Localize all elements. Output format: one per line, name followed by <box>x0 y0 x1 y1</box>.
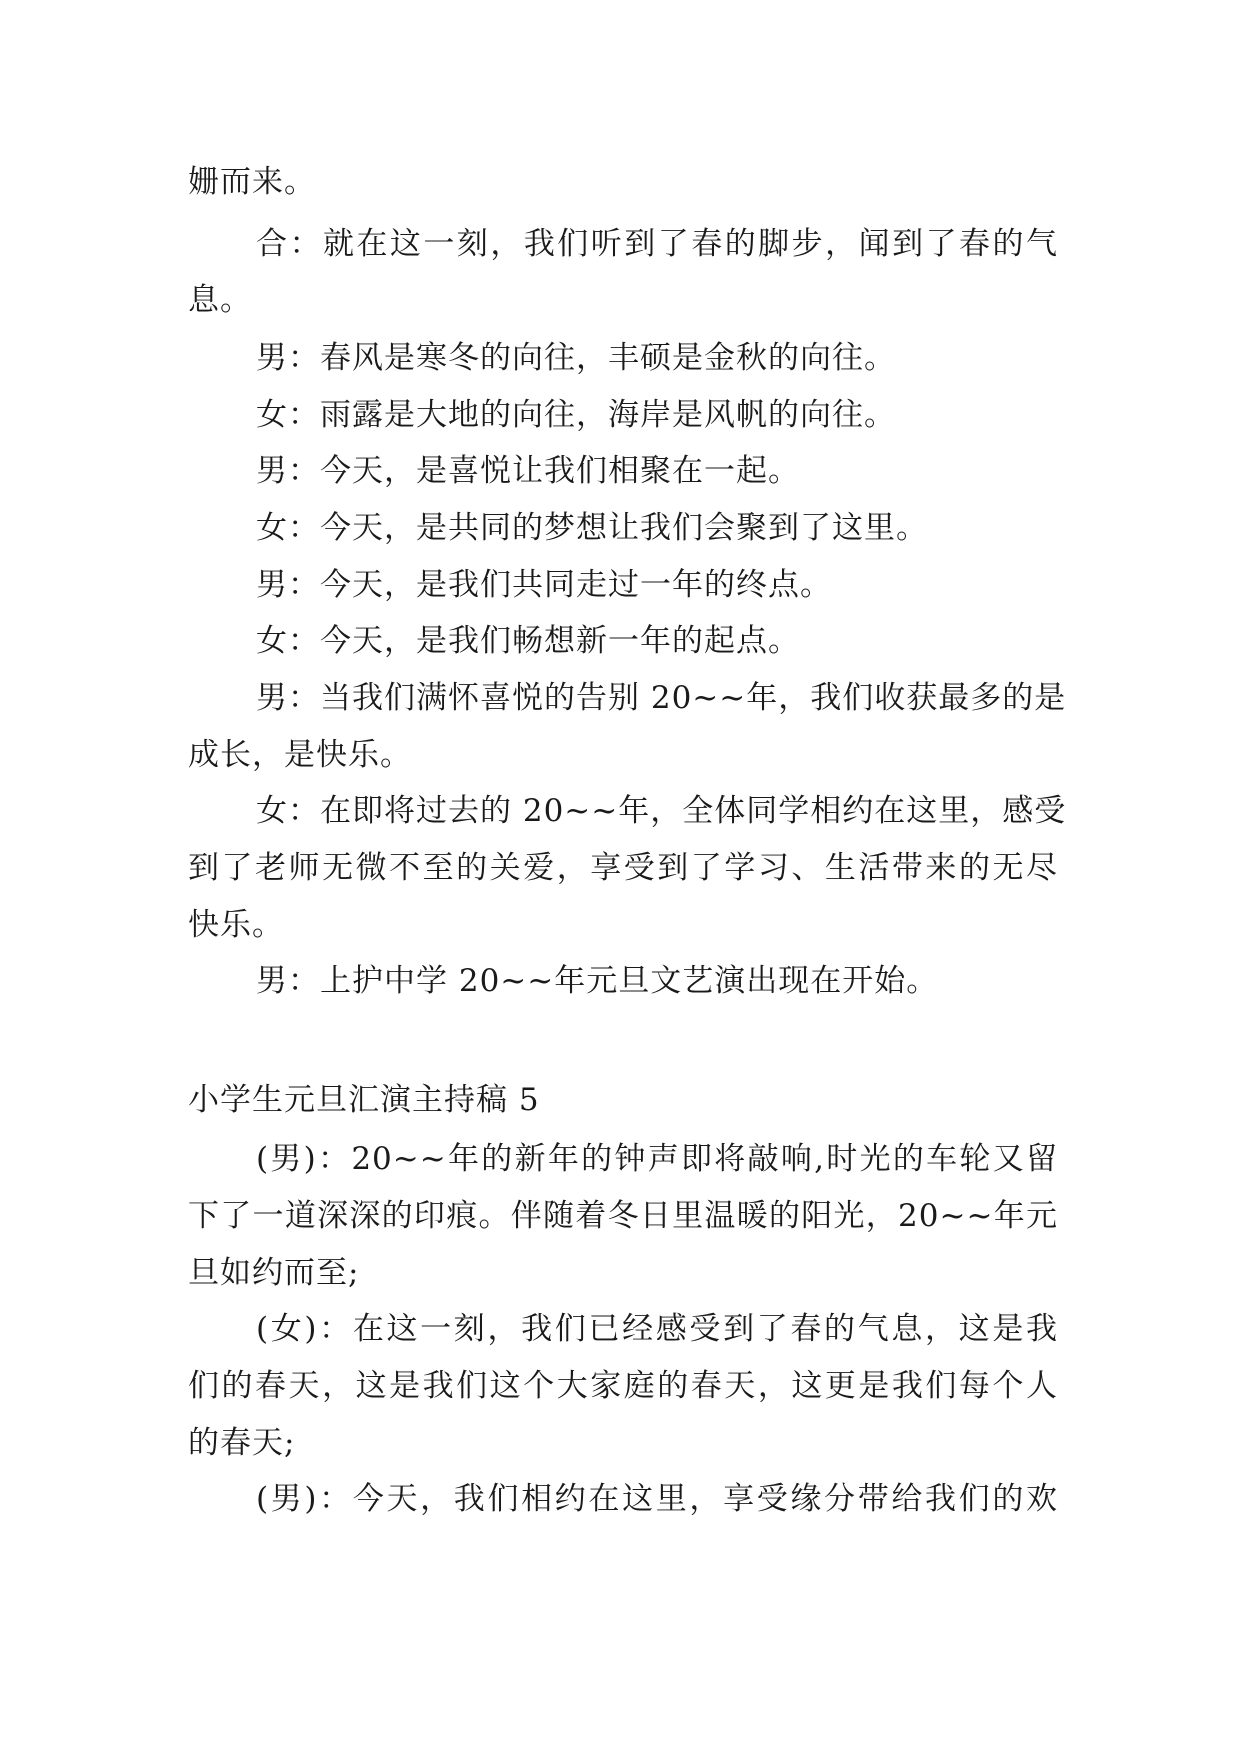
text-line: 女：今天，是我们畅想新一年的起点。 <box>256 623 800 659</box>
text-line: 下了一道深深的印痕。伴随着冬日里温暖的阳光，20~~年元 <box>188 1198 1058 1234</box>
text-line: 的春天; <box>188 1425 296 1461</box>
text-line: (男)：今天，我们相约在这里，享受缘分带给我们的欢 <box>256 1481 1058 1517</box>
text-line: 女：在即将过去的 20~~年，全体同学相约在这里，感受 <box>256 793 1067 829</box>
text-line: 男：春风是寒冬的向往，丰硕是金秋的向往。 <box>256 340 896 376</box>
text-line: 男：今天，是我们共同走过一年的终点。 <box>256 567 832 603</box>
text-line: 到了老师无微不至的关爱，享受到了学习、生活带来的无尽 <box>188 850 1058 886</box>
text-line: 合：就在这一刻，我们听到了春的脚步，闻到了春的气 <box>256 226 1058 262</box>
text-line: (女)：在这一刻，我们已经感受到了春的气息，这是我 <box>256 1311 1058 1347</box>
text-line: 男：上护中学 20~~年元旦文艺演出现在开始。 <box>256 963 939 999</box>
text-line: 息。 <box>188 282 252 318</box>
text-line: 成长，是快乐。 <box>188 737 412 773</box>
text-line: 们的春天，这是我们这个大家庭的春天，这更是我们每个人 <box>188 1368 1058 1404</box>
text-line: 快乐。 <box>188 907 284 943</box>
text-line: 姗而来。 <box>188 164 316 200</box>
text-line: 男：当我们满怀喜悦的告别 20~~年，我们收获最多的是 <box>256 680 1067 716</box>
text-line: 旦如约而至; <box>188 1255 360 1291</box>
text-line: 女：雨露是大地的向往，海岸是风帆的向往。 <box>256 397 896 433</box>
section-heading: 小学生元旦汇演主持稿 5 <box>188 1082 540 1118</box>
text-line: 男：今天，是喜悦让我们相聚在一起。 <box>256 453 800 489</box>
text-line: 女：今天，是共同的梦想让我们会聚到了这里。 <box>256 510 928 546</box>
text-line: (男)：20~~年的新年的钟声即将敲响,时光的车轮又留 <box>256 1141 1058 1177</box>
